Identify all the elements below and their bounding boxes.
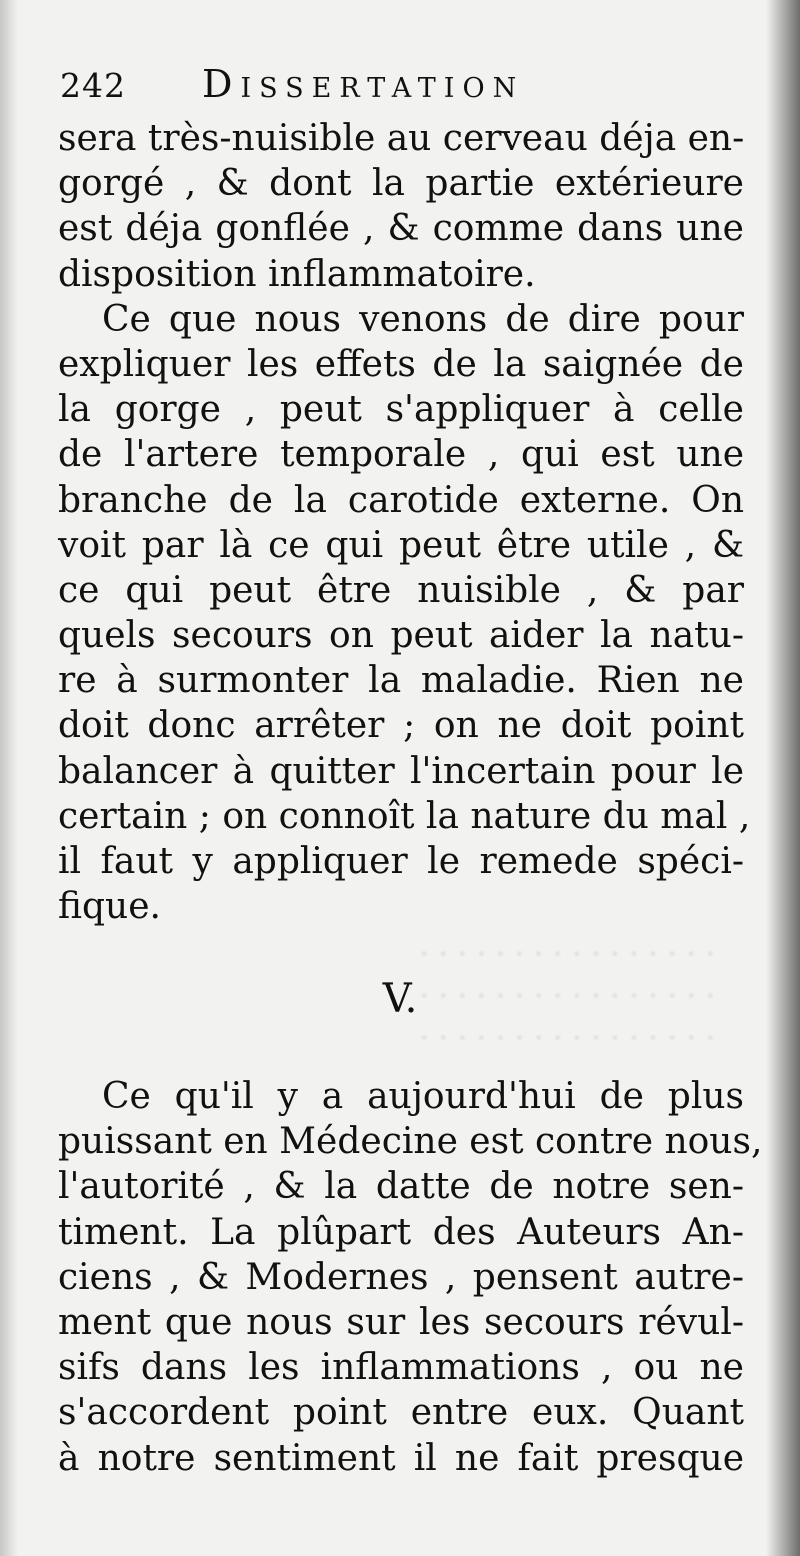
page-header: [60, 58, 760, 108]
body-text-top: [58, 116, 751, 929]
text-line: doit donc arrêter ; on ne doit point: [58, 705, 744, 747]
show-through-text: · · · · · · · · · · · · · · · · · · · · · · · · · · · · · · · · · · · · · · · · · · · · · · · ·: [419, 937, 715, 1056]
gutter-shadow-right: [766, 0, 800, 1556]
text-line: balancer à quitter l'incertain pour le: [58, 750, 744, 792]
text-line: re à surmonter la maladie. Rien ne: [58, 660, 744, 702]
text-line: sifs dans les inflammations , ou ne: [58, 1347, 744, 1389]
section-number: V.: [382, 976, 418, 1022]
text-line: est déja gonflée , & comme dans une: [58, 208, 744, 250]
gutter-shadow-left: [0, 0, 18, 1556]
text-line-indent: Ce qu'il y a aujourd'hui de plus: [102, 1076, 744, 1117]
running-head: Dissertation: [202, 62, 525, 106]
page-number: 242: [60, 66, 126, 105]
text-line: voit par là ce qui peut être utile , &: [58, 524, 744, 566]
text-line: ce qui peut être nuisible , & par: [58, 569, 744, 611]
text-line: ciens , & Modernes , pensent autre-: [58, 1256, 744, 1298]
text-line: fique.: [58, 886, 161, 928]
text-line: timent. La plûpart des Auteurs An-: [58, 1211, 744, 1253]
text-line: il faut y appliquer le remede spéci-: [58, 841, 744, 882]
text-line: puissant en Médecine est contre nous,: [58, 1121, 763, 1163]
text-line: branche de la carotide externe. On: [58, 479, 744, 521]
text-line: l'autorité , & la datte de notre sen-: [58, 1166, 744, 1208]
text-line: s'accordent point entre eux. Quant: [58, 1392, 744, 1434]
text-line: certain ; on connoît la nature du mal ,: [58, 795, 751, 837]
body-text-bottom: [58, 1074, 763, 1481]
text-line: de l'artere temporale , qui est une: [58, 434, 744, 476]
text-line: gorgé , & dont la partie extérieure: [58, 163, 744, 205]
text-line: ment que nous sur les secours révul-: [58, 1301, 744, 1343]
text-line: la gorge , peut s'appliquer à celle: [58, 389, 744, 431]
text-line: quels secours on peut aider la natu-: [58, 615, 744, 657]
text-line: sera très-nuisible au cerveau déja en-: [58, 118, 745, 159]
text-line: disposition inflammatoire.: [58, 253, 536, 295]
text-line: expliquer les effets de la saignée de: [58, 343, 744, 385]
text-line: à notre sentiment il ne fait presque: [58, 1437, 744, 1479]
text-line-indent: Ce que nous venons de dire pour: [102, 298, 744, 340]
